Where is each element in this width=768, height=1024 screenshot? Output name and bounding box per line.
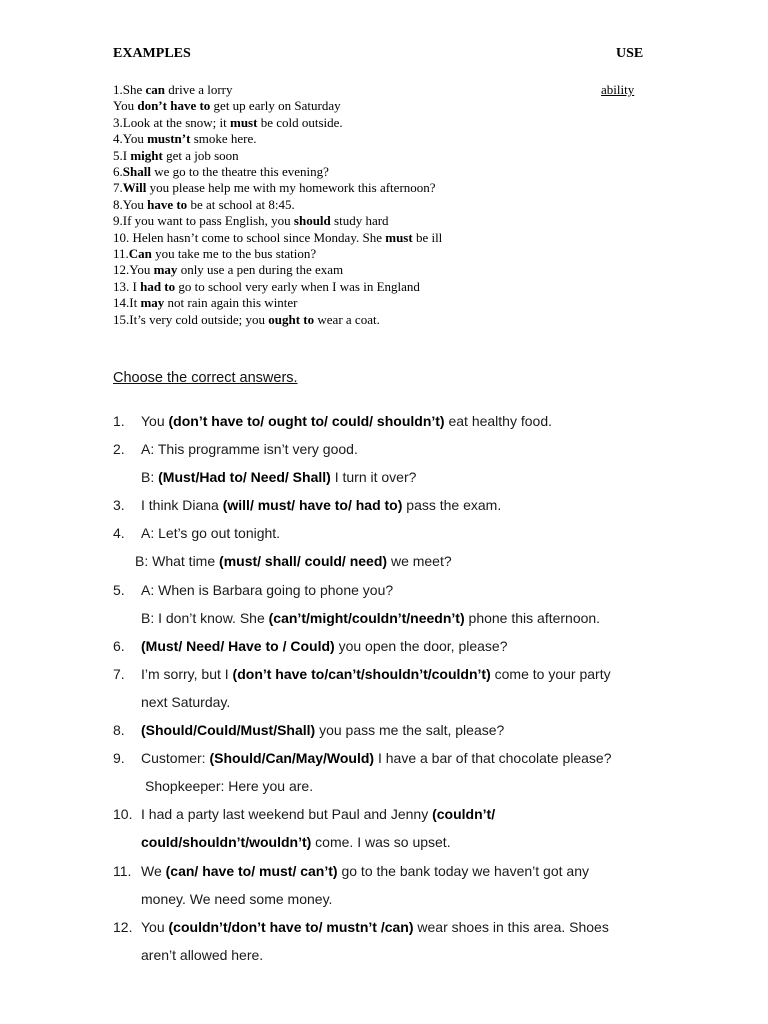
text-run: A: When is Barbara going to phone you? [141,581,394,598]
question-line [0,634,768,662]
text-run: 15.It’s very cold outside; you [113,311,269,327]
text-run: Customer: [141,750,210,767]
example-line [113,295,673,311]
question-text [141,690,230,714]
bold-text: ought to [268,311,315,327]
text-run: A: Let’s go out tonight. [141,525,281,542]
text-run: 4.You [113,131,148,147]
question-text [141,521,280,545]
text-run: aren’t allowed here. [141,946,264,963]
text-run: next Saturday. [141,693,231,710]
text-run: we go to the theatre this evening? [150,164,329,180]
question-line [0,859,768,887]
text-run: phone this afternoon. [464,609,601,626]
question-number: 8. [113,722,125,739]
question-line [0,802,768,830]
example-line [113,148,673,164]
text-run: 6. [113,164,123,180]
question-text [141,830,451,854]
bold-text: had to [140,278,176,294]
question-line [0,915,768,943]
bold-text: (don’t have to/can’t/shouldn’t/couldn’t) [232,665,491,682]
question-number: 11. [113,862,132,879]
question-line [0,465,768,493]
text-run: study hard [330,213,389,229]
question-line [0,606,768,634]
bold-text: Can [128,246,152,262]
question-line [0,549,768,577]
question-text [141,634,508,658]
question-number: 3. [113,497,125,514]
bold-text: (Must/Had to/ Need/ Shall) [158,469,331,486]
text-run: 13. I [113,278,141,294]
bold-text: (will/ must/ have to/ had to) [222,497,403,514]
question-line [0,409,768,437]
text-run: 12.You [113,262,154,278]
text-run: get up early on Saturday [210,98,341,114]
question-text [141,606,600,630]
text-run: get a job soon [162,147,239,163]
text-run: B: What time [135,553,220,570]
question-line [0,578,768,606]
text-run: smoke here. [190,131,257,147]
bold-text: have to [147,196,188,212]
text-run: 7. [113,180,123,196]
question-line [0,493,768,521]
example-line [113,131,673,147]
question-number: 12. [113,918,133,935]
text-run: I think Diana [141,497,223,514]
question-line [0,521,768,549]
question-line [0,746,768,774]
text-run: 11. [113,246,129,262]
bold-text: (couldn’t/don’t have to/ mustn’t /can) [168,918,414,935]
question-number: 10. [113,806,133,823]
text-run: wear shoes in this area. Shoes [413,918,609,935]
question-number: 1. [113,413,125,429]
bold-text: can [145,82,165,97]
example-line [113,164,673,180]
bold-text: must [230,114,258,130]
question-line [0,830,768,858]
question-text [141,746,611,770]
question-line [0,774,768,802]
bold-text: (don’t have to/ ought to/ could/ shouldn’t) [168,413,445,429]
question-text [135,549,452,573]
text-run: 9.If you want to pass English, you [113,213,294,229]
bold-text: (Must/ Need/ Have to / Could) [141,637,335,654]
examples-list [113,82,673,328]
question-line [0,662,768,690]
example-line [113,230,673,246]
text-run: be ill [412,229,443,245]
question-number: 9. [113,750,125,767]
text-run: 3.Look at the snow; it [113,114,230,130]
example-line [113,180,673,196]
question-number: 7. [113,665,125,682]
question-line [0,943,768,971]
text-run: come. I was so upset. [311,834,451,851]
question-number: 4. [113,525,125,542]
text-run: 5.I [113,147,131,163]
question-text [141,578,393,602]
text-run: not rain again this winter [164,295,298,311]
question-text [141,718,504,742]
text-run: you please help me with my homework this afternoon? [146,180,436,196]
text-run: You [113,98,138,114]
question-line [0,437,768,465]
text-run: You [141,413,169,429]
questions-list [0,409,768,971]
question-text [141,859,589,883]
text-run: 1.She [113,82,146,97]
text-run: only use a pen during the exam [177,262,344,278]
question-number: 5. [113,581,125,598]
bold-text: should [293,213,331,229]
bold-text: (couldn’t/ [432,806,496,823]
text-run: go to school very early when I was in England [175,278,420,294]
example-line [113,213,673,229]
text-run: 14.It [113,295,141,311]
text-run: drive a lorry [165,82,233,97]
text-run: 10. Helen hasn’t come to school since Monday. She [113,229,386,245]
text-run: B: I don’t know. She [141,609,269,626]
bold-text: might [130,147,163,163]
text-run: eat healthy food. [444,413,552,429]
text-run: I have a bar of that chocolate please? [374,750,612,767]
bold-text: (must/ shall/ could/ need) [219,553,388,570]
bold-text: may [140,295,165,311]
text-run: 8.You [113,196,148,212]
example-line [113,312,673,328]
text-run: A: This programme isn’t very good. [141,441,358,458]
bold-text: (Should/Can/May/Would) [209,750,375,767]
text-run: be at school at 8:45. [187,196,295,212]
question-text [141,437,358,461]
text-run: go to the bank today we haven’t got any [337,862,589,879]
example-line [113,262,673,278]
bold-text: Will [122,180,147,196]
bold-text: could/shouldn’t/wouldn’t) [141,834,312,851]
question-number: 2. [113,441,125,458]
text-run: be cold outside. [257,114,343,130]
question-text [141,943,263,967]
text-run: come to your party [490,665,611,682]
text-run: pass the exam. [402,497,502,514]
question-text [141,915,609,939]
text-run: you open the door, please? [334,637,508,654]
text-run: We [141,862,166,879]
use-heading: USE [616,46,644,61]
bold-text: Shall [122,164,151,180]
bold-text: don’t have to [137,98,211,114]
text-run: You [141,918,169,935]
text-run: we meet? [387,553,452,570]
text-run: I’m sorry, but I [141,665,233,682]
examples-heading: EXAMPLES [113,46,191,61]
section-title: Choose the correct answers. [113,370,298,386]
bold-text: may [153,262,178,278]
text-run: you pass me the salt, please? [315,722,505,739]
bold-text: (can’t/might/couldn’t/needn’t) [268,609,465,626]
example-line [113,115,673,131]
question-line [0,718,768,746]
question-text [141,493,501,517]
text-run: Shopkeeper: Here you are. [145,778,314,795]
question-text [141,465,416,489]
use-ability-label: ability [601,82,635,97]
example-line [113,279,673,295]
question-line [0,690,768,718]
bold-text: (can/ have to/ must/ can’t) [165,862,338,879]
question-text [141,409,552,433]
text-run: B: [141,469,159,486]
text-run: you take me to the bus station? [151,246,317,262]
example-line [113,197,673,213]
example-line [113,246,673,262]
bold-text: must [385,229,413,245]
example-line [113,98,673,114]
question-text [141,662,611,686]
question-text [141,802,495,826]
question-number: 6. [113,637,125,654]
question-text [145,774,313,798]
bold-text: (Should/Could/Must/Shall) [141,722,316,739]
text-run: I turn it over? [330,469,417,486]
text-run: wear a coat. [314,311,380,327]
text-run: money. We need some money. [141,890,333,907]
text-run: I had a party last weekend but Paul and Jenny [141,806,433,823]
question-text [141,887,332,911]
example-line [113,82,673,98]
bold-text: mustn’t [147,131,191,147]
question-line [0,887,768,915]
